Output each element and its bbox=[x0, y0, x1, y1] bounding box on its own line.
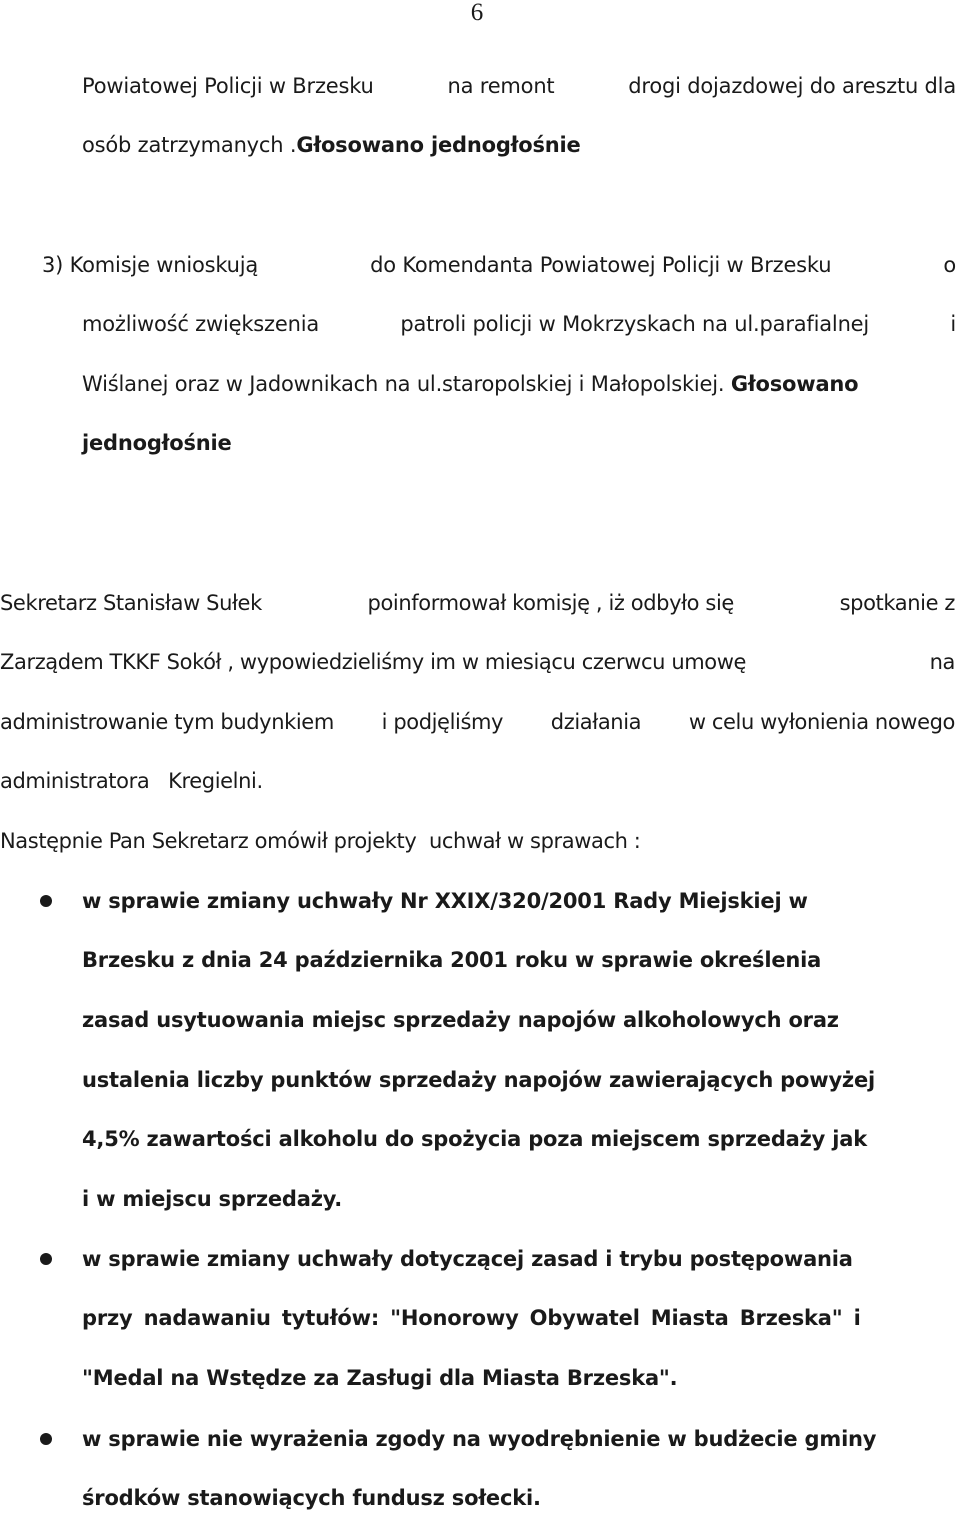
text-fragment: w celu wyłonienia nowego bbox=[688, 710, 955, 734]
paragraph-2-line-2 bbox=[82, 311, 956, 337]
text-fragment: Powiatowej Policji w Brzesku bbox=[82, 74, 374, 98]
text-fragment: drogi dojazdowej do aresztu dla bbox=[628, 74, 956, 98]
paragraph-1-line-2 bbox=[82, 132, 581, 158]
bullet-1-line-3: zasad usytuowania miejsc sprzedaży napojów alkoholowych oraz bbox=[82, 1008, 839, 1032]
text-fragment: 3) Komisje wnioskują bbox=[42, 253, 259, 277]
text-fragment: Wiślanej oraz w Jadownikach na ul.staropolskiej i Małopolskiej. bbox=[82, 372, 725, 396]
text-fragment: do Komendanta Powiatowej Policji w Brzesku bbox=[370, 253, 832, 277]
paragraph-2-line-1 bbox=[42, 252, 956, 278]
text-fragment: i bbox=[950, 312, 956, 336]
bullet-icon bbox=[40, 1433, 52, 1445]
text-fragment: w sprawie zmiany uchwały dotyczącej zasad i trybu postępowania bbox=[82, 1247, 853, 1271]
text-fragment: Zarządem TKKF Sokół , wypowiedzieliśmy im w miesiącu czerwcu umowę bbox=[0, 650, 747, 674]
bullet-2-line-2: przy nadawaniu tytułów: "Honorowy Obywatel Miasta Brzeska" i bbox=[82, 1306, 861, 1330]
text-fragment: o bbox=[943, 253, 956, 277]
text-fragment: na bbox=[929, 650, 955, 674]
text-fragment: spotkanie z bbox=[839, 591, 955, 615]
paragraph-3-line-4: administratora Kregielni. bbox=[0, 769, 263, 793]
vote-result: Głosowano jednogłośnie bbox=[296, 133, 581, 157]
paragraph-1-line-1 bbox=[82, 73, 956, 99]
bullet-icon bbox=[40, 1253, 52, 1265]
bullet-1-line-4: ustalenia liczby punktów sprzedaży napojów zawierających powyżej bbox=[82, 1068, 875, 1092]
paragraph-3-line-3 bbox=[0, 709, 955, 735]
text-fragment: patroli policji w Mokrzyskach na ul.parafialnej bbox=[400, 312, 870, 336]
text-fragment: możliwość zwiększenia bbox=[82, 312, 319, 336]
text-fragment: osób zatrzymanych . bbox=[82, 133, 297, 157]
text-fragment: działania bbox=[550, 710, 642, 734]
text-fragment: poinformował komisję , iż odbyło się bbox=[367, 591, 734, 615]
bullet-1-line-6: i w miejscu sprzedaży. bbox=[82, 1187, 343, 1211]
paragraph-2-line-4: jednogłośnie bbox=[82, 431, 232, 455]
bullet-3-line-2: środków stanowiących fundusz sołecki. bbox=[82, 1486, 541, 1510]
bullet-1-line-1: w sprawie zmiany uchwały Nr XXIX/320/2001 Rady Miejskiej w bbox=[82, 889, 808, 913]
bullet-2-line-3: "Medal na Wstędze za Zasługi dla Miasta Brzeska". bbox=[82, 1366, 678, 1390]
text-fragment: na remont bbox=[447, 74, 555, 98]
text-fragment: Sekretarz Stanisław Sułek bbox=[0, 591, 262, 615]
bullet-1-line-2: Brzesku z dnia 24 października 2001 roku w sprawie określenia bbox=[82, 948, 822, 972]
bullet-3-line-1: w sprawie nie wyrażenia zgody na wyodrębnienie w budżecie gminy bbox=[82, 1427, 877, 1451]
bullet-2-line-1 bbox=[82, 1246, 956, 1272]
text-fragment: administrowanie tym budynkiem bbox=[0, 710, 334, 734]
paragraph-2-line-3 bbox=[82, 371, 858, 397]
bullet-1-line-5: 4,5% zawartości alkoholu do spożycia poza miejscem sprzedaży jak bbox=[82, 1127, 867, 1151]
vote-result: Głosowano bbox=[730, 372, 859, 396]
paragraph-3-line-2 bbox=[0, 649, 955, 675]
paragraph-3-line-5: Następnie Pan Sekretarz omówił projekty uchwał w sprawach : bbox=[0, 829, 641, 853]
text-fragment: i podjęliśmy bbox=[381, 710, 504, 734]
bullet-icon bbox=[40, 895, 52, 907]
paragraph-3-line-1 bbox=[0, 590, 955, 616]
page-number: 6 bbox=[470, 0, 484, 26]
